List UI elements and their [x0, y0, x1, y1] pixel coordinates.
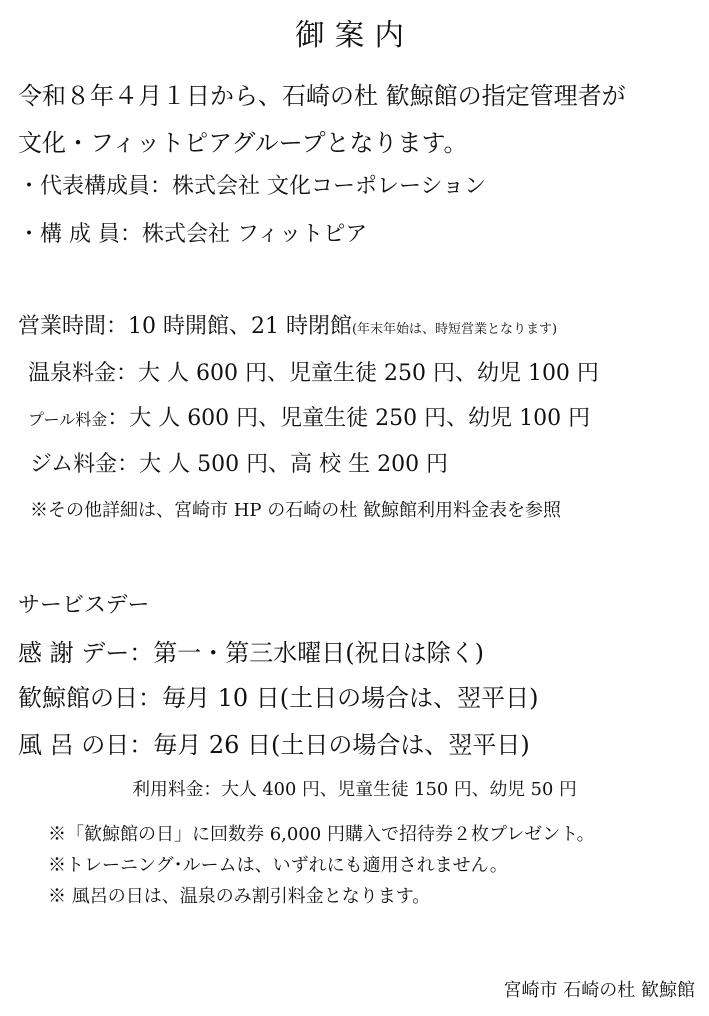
footnote-furo-day: ※ 風呂の日は、温泉のみ割引料金となります。: [48, 886, 431, 907]
footnote-coupon: ※「歓鯨館の日」に回数券 6,000 円購入で招待券２枚プレゼント。: [48, 824, 595, 845]
pool-price-values: ：大 人 600 円、児童生徒 250 円、幼児 100 円: [107, 406, 591, 431]
intro-line-2: 文化・フィットピアグループとなります。: [18, 129, 468, 157]
constituent-member: ・構 成 員：株式会社 フィットピア: [18, 222, 368, 247]
thanks-day: 感 謝 デー：第一・第三水曜日(祝日は除く): [18, 639, 484, 667]
business-hours-main: 営業時間：10 時開館、21 時閉館: [18, 314, 352, 339]
representative-member: ・代表構成員：株式会社 文化コーポレーション: [18, 174, 487, 199]
facility-name-footer: 宮崎市 石崎の杜 歓鯨館: [503, 980, 695, 1001]
gym-price: ジム料金：大 人 500 円、高 校 生 200 円: [30, 452, 449, 477]
price-details-note: ※その他詳細は、宮崎市 HP の石崎の杜 歓鯨館利用料金表を参照: [30, 500, 561, 521]
business-hours-note: (年末年始は、時短営業となります): [351, 322, 558, 337]
intro-line-1: 令和８年４月１日から、石崎の杜 歓鯨館の指定管理者が: [18, 82, 626, 110]
pool-price-label: プール料金: [28, 410, 108, 429]
page-title: 御案内: [295, 17, 414, 52]
footnote-training-room: ※トレーニング･ルームは、いずれにも適用されません。: [48, 855, 508, 876]
service-day-title: サービスデー: [18, 593, 150, 618]
onsen-price: 温泉料金：大 人 600 円、児童生徒 250 円、幼児 100 円: [28, 361, 599, 386]
furo-day: 風 呂 の日：毎月 26 日(土日の場合は、翌平日): [18, 731, 530, 759]
kangeikan-day: 歓鯨館の日：毎月 10 日(土日の場合は、翌平日): [18, 684, 539, 712]
pool-price: [28, 408, 590, 430]
service-day-fee: 利用料金：大人 400 円、児童生徒 150 円、幼児 50 円: [132, 779, 577, 800]
business-hours: [18, 316, 557, 338]
